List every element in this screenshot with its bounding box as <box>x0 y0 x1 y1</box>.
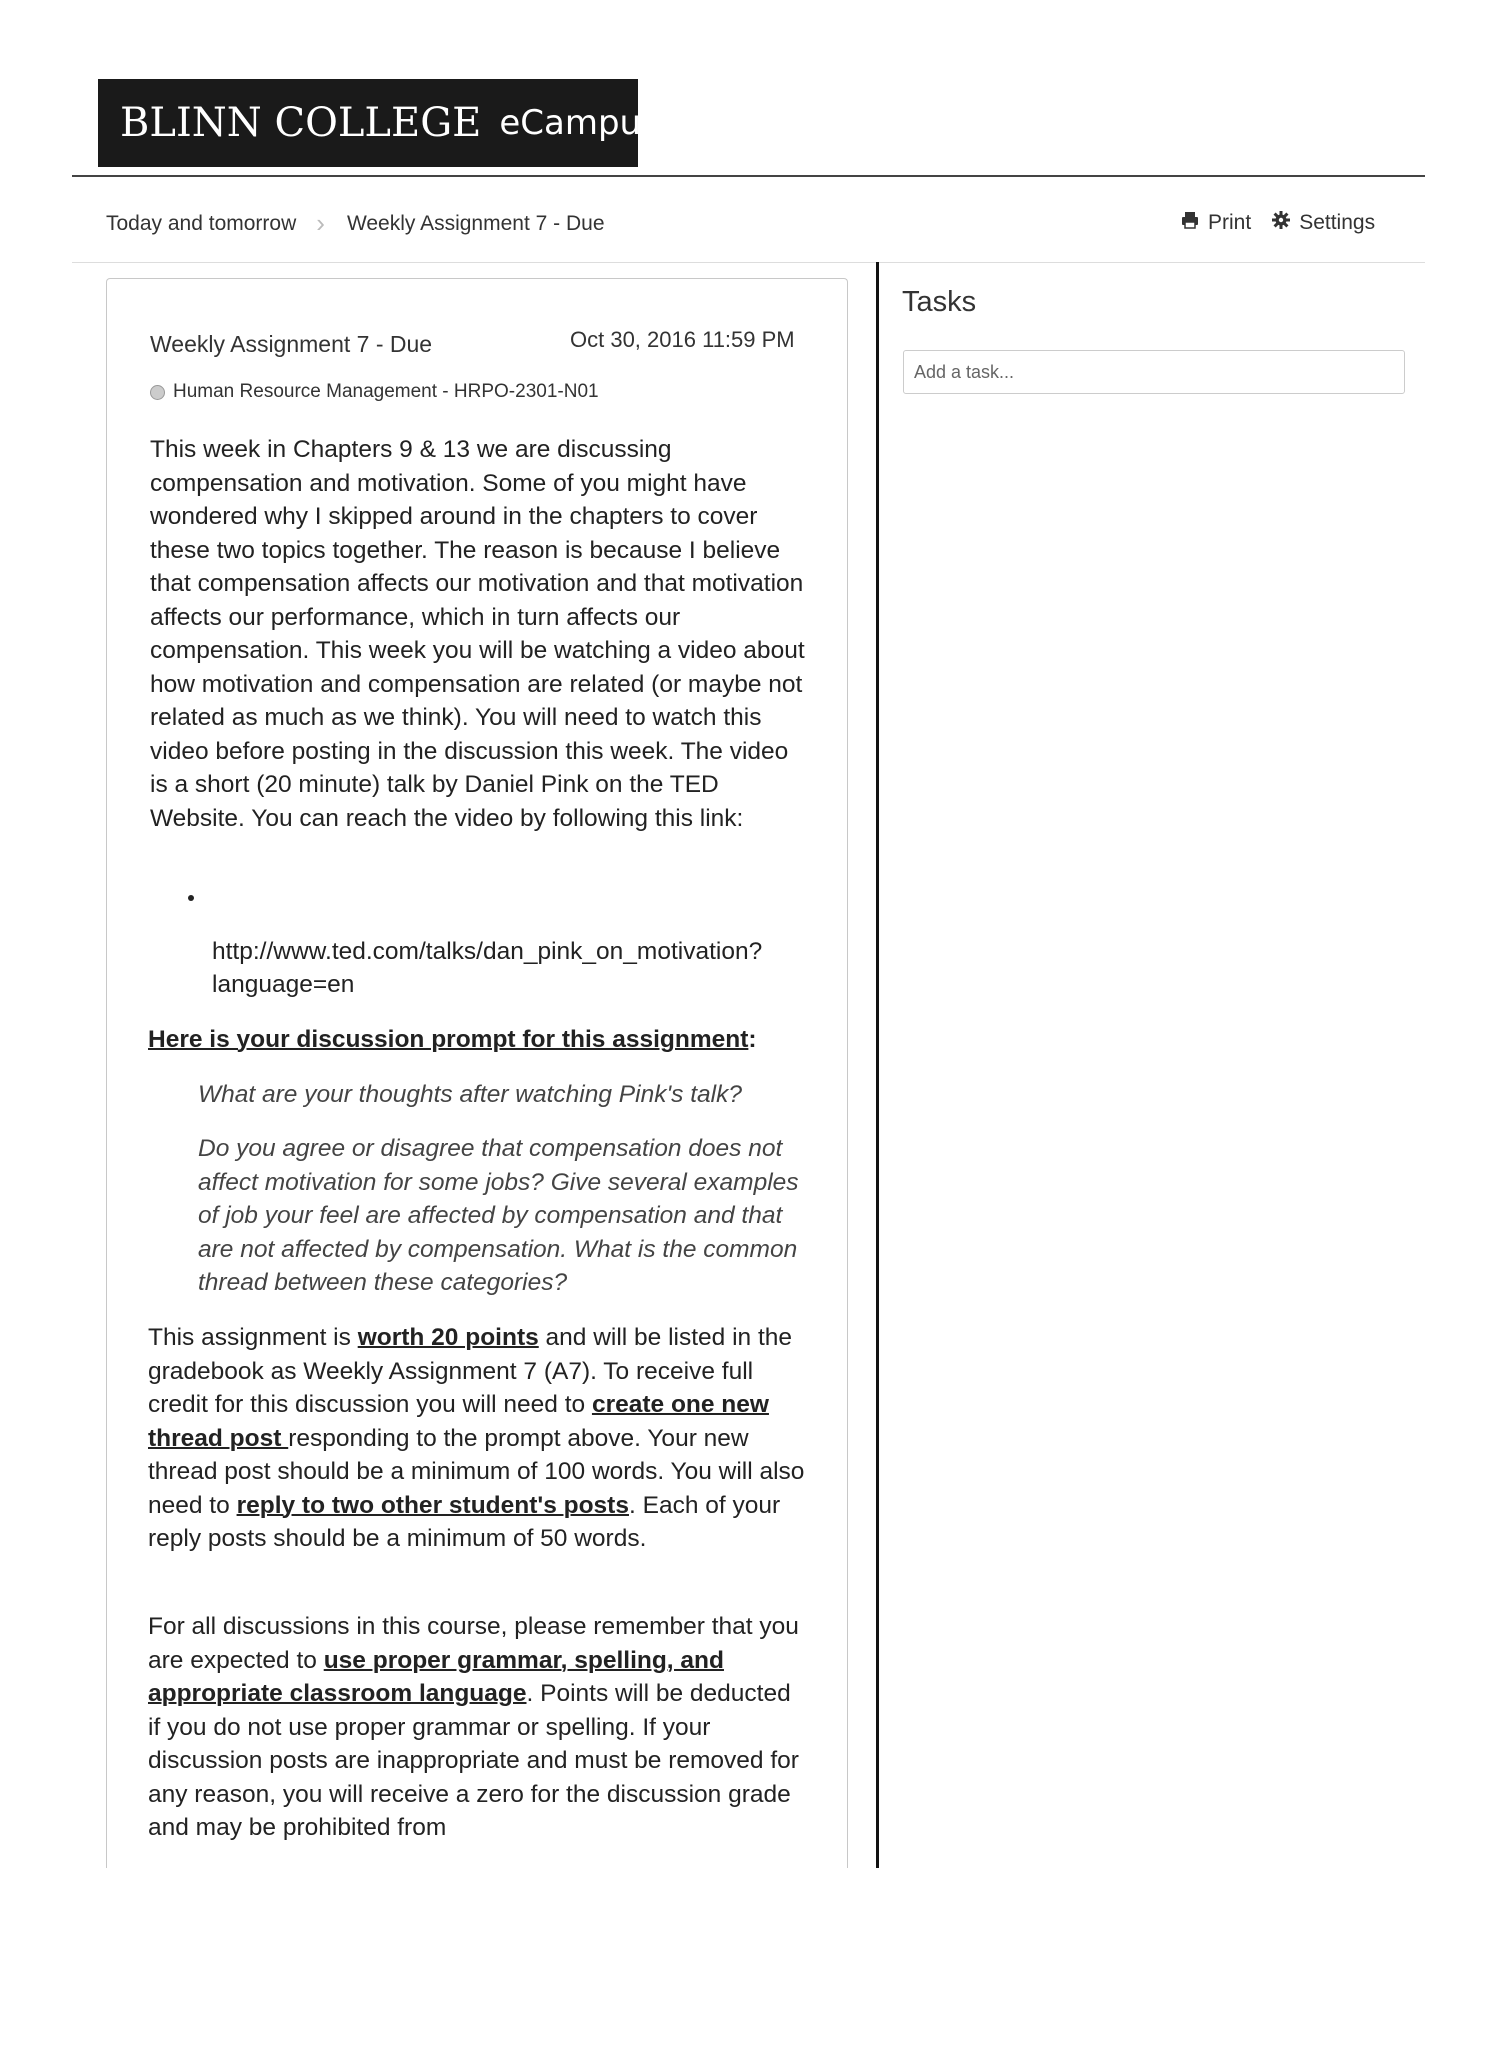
settings-button[interactable]: Settings <box>1299 211 1376 234</box>
assignment-title: Weekly Assignment 7 - Due <box>150 331 433 357</box>
toolbar-divider <box>72 262 1425 263</box>
print-button[interactable]: Print <box>1208 211 1252 234</box>
bullet-icon <box>188 895 194 901</box>
breadcrumb-item-today[interactable]: Today and tomorrow <box>106 211 297 235</box>
logo-main-text: BLINN COLLEGE <box>120 100 482 146</box>
add-task-input[interactable] <box>903 350 1405 394</box>
guidelines-paragraph: For all discussions in this course, please remember that you are expected to use proper grammar, spelling, and appropriate classroom language. Points will be deducted if you do not use proper grammar or spelling. If your discussion posts are inappropriate and must be removed for any reason, you will receive a zero for the discussion grade and may be prohibited from <box>148 1613 799 1841</box>
ted-video-link[interactable] <box>212 935 832 1001</box>
link-line-1: http://www.ted.com/talks/dan_pink_on_motivation? <box>212 938 763 965</box>
course-color-icon <box>150 385 165 400</box>
header-divider <box>72 175 1425 177</box>
panel-divider <box>876 262 879 1868</box>
printer-icon[interactable] <box>1180 210 1200 236</box>
breadcrumb <box>106 208 605 239</box>
intro-paragraph: This week in Chapters 9 & 13 we are discussing compensation and motivation. Some of you might have wondered why I skipped around in the chapters to cover these two topics together. The reason is because I believe that compensation affects our motivation and that motivation affects our performance, which in turn affects our compensation. This week you will be watching a video about how motivation and compensation are related (or maybe not related as much as we think). You will need to watch this video before posting in the discussion this week. The video is a short (20 minute) talk by Daniel Pink on the TED Website. You can reach the video by following this link: <box>150 436 805 832</box>
chevron-right-icon: › <box>316 208 325 238</box>
tasks-title: Tasks <box>902 286 977 318</box>
question-2: Do you agree or disagree that compensation does not affect motivation for some jobs? Give several examples of job your feel are affected by compensation and that are not affected by compensation. What is the common thread between these categories? <box>198 1135 799 1296</box>
college-logo[interactable] <box>98 79 659 167</box>
logo-sub-text: eCampus <box>499 103 659 143</box>
prompt-heading: Here is your discussion prompt for this assignment: <box>148 1026 757 1053</box>
requirements-paragraph: This assignment is worth 20 points and will be listed in the gradebook as Weekly Assignment 7 (A7). To receive full credit for this discussion you will need to create one new thread post responding to the prompt above. Your new thread post should be a minimum of 100 words. You will also need to reply to two other student's posts. Each of your reply posts should be a minimum of 50 words. <box>148 1324 805 1552</box>
toolbar <box>1180 210 1375 236</box>
link-line-2: language=en <box>212 971 355 998</box>
gear-icon[interactable] <box>1271 210 1291 236</box>
course-name: Human Resource Management - HRPO-2301-N01 <box>173 381 599 402</box>
question-1: What are your thoughts after watching Pink's talk? <box>198 1081 742 1108</box>
due-date: Oct 30, 2016 11:59 PM <box>570 327 795 352</box>
breadcrumb-item-current: Weekly Assignment 7 - Due <box>346 211 605 235</box>
assignment-body <box>148 433 810 1841</box>
course-label[interactable] <box>150 381 599 403</box>
